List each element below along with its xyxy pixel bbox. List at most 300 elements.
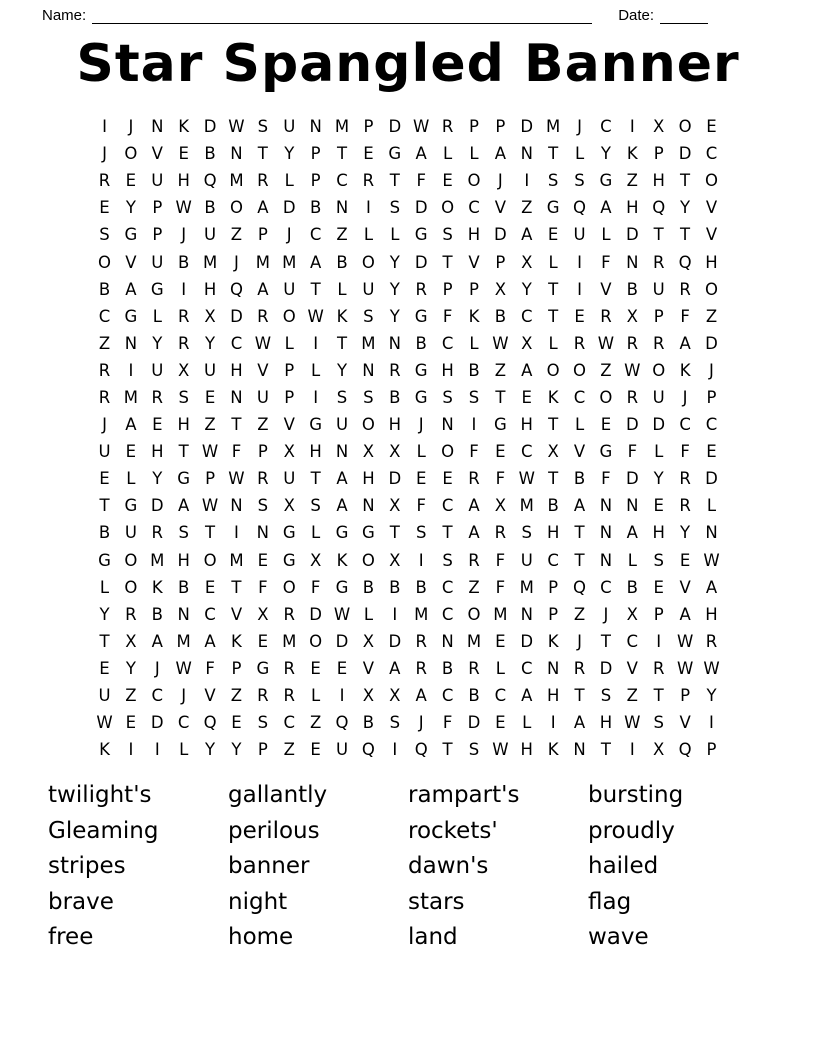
- grid-cell: Y: [125, 658, 136, 678]
- grid-cell: V: [257, 360, 269, 380]
- grid-cell: L: [311, 686, 321, 706]
- grid-cell: C: [441, 496, 454, 516]
- grid-cell: U: [204, 225, 217, 245]
- grid-cell: R: [257, 686, 269, 706]
- grid-cell: T: [495, 387, 506, 407]
- grid-cell: P: [495, 252, 506, 272]
- grid-cell: H: [652, 171, 665, 191]
- grid-cell: N: [705, 523, 718, 543]
- grid-cell: M: [229, 550, 244, 570]
- word-bank-word: perilous: [228, 817, 320, 844]
- grid-row: [91, 736, 724, 763]
- grid-cell: O: [467, 171, 481, 191]
- grid-cell: I: [629, 117, 635, 137]
- grid-cell: V: [230, 604, 243, 624]
- grid-cell: K: [626, 144, 638, 164]
- grid-cell: M: [282, 631, 297, 651]
- grid-cell: U: [283, 117, 296, 137]
- grid-cell: M: [466, 631, 482, 651]
- grid-cell: A: [151, 631, 163, 651]
- grid-cell: U: [151, 171, 164, 191]
- word-bank-column: [408, 778, 588, 956]
- grid-cell: M: [202, 252, 218, 272]
- grid-cell: G: [256, 658, 270, 678]
- grid-cell: W: [518, 469, 535, 489]
- grid-cell: B: [415, 333, 427, 353]
- grid-cell: O: [546, 360, 560, 380]
- grid-cell: C: [494, 686, 507, 706]
- grid-cell: R: [468, 469, 480, 489]
- grid-cell: O: [361, 415, 375, 435]
- grid-cell: U: [283, 279, 296, 299]
- grid-cell: Y: [205, 333, 216, 353]
- grid-cell: W: [201, 442, 219, 462]
- grid-cell: F: [469, 442, 479, 462]
- grid-cell: X: [521, 333, 533, 353]
- grid-cell: L: [284, 333, 294, 353]
- grid-cell: P: [310, 171, 321, 191]
- word-bank-column: [228, 778, 408, 956]
- grid-cell: T: [205, 523, 216, 543]
- grid-cell: C: [441, 604, 454, 624]
- grid-row: [91, 303, 724, 330]
- grid-cell: O: [441, 442, 455, 462]
- grid-cell: R: [652, 658, 665, 678]
- grid-cell: O: [203, 550, 217, 570]
- grid-cell: E: [125, 713, 137, 733]
- grid-cell: D: [520, 631, 534, 651]
- grid-cell: V: [494, 198, 507, 218]
- grid-cell: B: [204, 198, 216, 218]
- grid-cell: A: [178, 496, 190, 516]
- grid-cell: E: [99, 658, 110, 678]
- grid-cell: O: [124, 577, 138, 597]
- grid-cell: R: [468, 658, 480, 678]
- grid-cell: V: [125, 252, 137, 272]
- grid-cell: P: [152, 225, 163, 245]
- grid-cell: A: [573, 496, 586, 516]
- grid-cell: G: [414, 387, 428, 407]
- grid-cell: G: [309, 415, 323, 435]
- grid-cell: L: [363, 225, 374, 245]
- grid-cell: A: [125, 279, 137, 299]
- grid-cell: H: [388, 415, 402, 435]
- grid-row: [91, 709, 724, 736]
- grid-cell: T: [442, 740, 453, 760]
- grid-row: [91, 384, 724, 411]
- grid-cell: J: [418, 415, 424, 435]
- word-bank-word: wave: [588, 924, 649, 950]
- grid-cell: H: [599, 713, 613, 733]
- grid-cell: L: [442, 144, 453, 164]
- grid-cell: E: [125, 171, 137, 191]
- grid-cell: T: [680, 225, 691, 245]
- grid-cell: W: [703, 658, 720, 678]
- grid-cell: C: [336, 171, 348, 191]
- grid-cell: G: [414, 360, 428, 380]
- grid-cell: T: [231, 415, 242, 435]
- grid-cell: P: [284, 360, 295, 380]
- grid-cell: C: [626, 631, 639, 651]
- grid-cell: A: [204, 631, 216, 651]
- grid-cell: A: [521, 225, 533, 245]
- grid-cell: E: [653, 577, 664, 597]
- grid-cell: A: [125, 415, 137, 435]
- grid-cell: O: [678, 117, 692, 137]
- grid-cell: Y: [389, 252, 400, 272]
- grid-cell: N: [441, 415, 454, 435]
- grid-cell: R: [415, 279, 427, 299]
- grid-cell: P: [205, 469, 216, 489]
- grid-cell: F: [495, 577, 506, 597]
- grid-cell: U: [98, 686, 111, 706]
- grid-cell: X: [653, 740, 665, 760]
- grid-cell: U: [124, 523, 137, 543]
- date-label: Date:: [618, 7, 655, 24]
- grid-cell: D: [705, 469, 718, 489]
- grid-cell: Y: [125, 198, 136, 218]
- grid-cell: H: [546, 686, 560, 706]
- grid-cell: R: [679, 279, 691, 299]
- grid-row: [91, 140, 724, 167]
- grid-cell: I: [128, 360, 134, 380]
- grid-cell: G: [414, 306, 428, 326]
- grid-cell: A: [600, 198, 612, 218]
- grid-cell: I: [154, 740, 160, 760]
- grid-cell: T: [574, 523, 585, 543]
- grid-cell: L: [469, 333, 479, 353]
- grid-cell: A: [468, 523, 480, 543]
- grid-cell: B: [573, 469, 586, 489]
- grid-cell: D: [388, 631, 402, 651]
- word-bank-word: home: [228, 924, 294, 950]
- grid-cell: W: [703, 550, 720, 570]
- grid-cell: N: [520, 604, 533, 624]
- grid-cell: L: [548, 252, 558, 272]
- grid-cell: G: [599, 442, 613, 462]
- grid-cell: X: [389, 550, 401, 570]
- grid-cell: F: [442, 713, 453, 733]
- grid-cell: J: [181, 225, 187, 245]
- grid-cell: X: [626, 604, 638, 624]
- grid-row: [91, 194, 724, 221]
- grid-cell: S: [442, 225, 453, 245]
- grid-cell: N: [124, 333, 138, 353]
- word-bank-word: land: [408, 924, 458, 950]
- grid-cell: S: [442, 387, 453, 407]
- grid-cell: X: [626, 306, 638, 326]
- grid-cell: Z: [468, 577, 480, 597]
- grid-cell: Y: [99, 604, 110, 624]
- grid-cell: Y: [653, 469, 664, 489]
- grid-row: [91, 113, 724, 140]
- grid-cell: D: [494, 225, 507, 245]
- grid-cell: O: [704, 171, 718, 191]
- grid-cell: W: [333, 604, 351, 624]
- grid-cell: S: [310, 496, 321, 516]
- grid-cell: B: [309, 198, 322, 218]
- grid-cell: I: [365, 198, 371, 218]
- grid-cell: W: [597, 333, 615, 353]
- grid-cell: W: [492, 333, 509, 353]
- grid-cell: T: [231, 577, 242, 597]
- grid-cell: D: [520, 117, 534, 137]
- grid-cell: F: [442, 306, 453, 326]
- grid-cell: C: [520, 658, 533, 678]
- grid-cell: Q: [678, 252, 692, 272]
- grid-cell: R: [283, 658, 295, 678]
- grid-cell: L: [284, 171, 294, 191]
- grid-cell: S: [257, 496, 269, 516]
- grid-cell: Z: [125, 686, 137, 706]
- grid-cell: W: [175, 658, 192, 678]
- grid-cell: E: [495, 442, 506, 462]
- grid-cell: X: [521, 252, 533, 272]
- grid-cell: V: [468, 252, 480, 272]
- grid-cell: E: [310, 658, 321, 678]
- grid-cell: D: [388, 117, 402, 137]
- grid-cell: S: [574, 171, 585, 191]
- grid-cell: G: [388, 144, 402, 164]
- grid-cell: X: [362, 686, 375, 706]
- grid-cell: W: [492, 740, 509, 760]
- grid-cell: Z: [494, 360, 507, 380]
- grid-cell: J: [418, 713, 424, 733]
- word-bank-word: Gleaming: [48, 817, 159, 844]
- grid-cell: I: [577, 252, 582, 272]
- grid-cell: P: [653, 306, 664, 326]
- grid-cell: R: [573, 333, 586, 353]
- grid-cell: I: [339, 686, 345, 706]
- grid-cell: C: [204, 604, 216, 624]
- grid-cell: S: [178, 387, 189, 407]
- grid-cell: H: [151, 442, 164, 462]
- grid-cell: P: [706, 387, 717, 407]
- grid-row: [91, 492, 724, 519]
- grid-cell: X: [309, 550, 322, 570]
- grid-cell: K: [336, 550, 348, 570]
- grid-cell: L: [311, 523, 321, 543]
- grid-cell: I: [550, 713, 556, 733]
- grid-cell: Y: [706, 686, 717, 706]
- grid-cell: R: [389, 360, 401, 380]
- grid-row: [91, 547, 724, 574]
- grid-cell: Z: [283, 740, 295, 760]
- grid-cell: T: [574, 550, 585, 570]
- grid-cell: V: [679, 713, 691, 733]
- grid-cell: Y: [389, 279, 400, 299]
- grid-cell: N: [599, 496, 613, 516]
- grid-cell: Y: [284, 144, 295, 164]
- grid-cell: P: [680, 686, 691, 706]
- grid-cell: U: [335, 740, 349, 760]
- grid-cell: H: [705, 252, 718, 272]
- grid-cell: J: [128, 117, 134, 137]
- word-bank-column: [588, 778, 768, 956]
- grid-cell: E: [257, 550, 269, 570]
- grid-cell: C: [441, 577, 454, 597]
- grid-cell: O: [599, 387, 613, 407]
- grid-cell: I: [102, 117, 107, 137]
- grid-cell: P: [469, 279, 479, 299]
- grid-cell: Y: [152, 469, 163, 489]
- grid-cell: T: [680, 171, 691, 191]
- grid-cell: C: [177, 713, 190, 733]
- grid-cell: A: [336, 496, 348, 516]
- grid-cell: I: [313, 333, 319, 353]
- grid-cell: D: [705, 333, 718, 353]
- grid-cell: C: [441, 686, 454, 706]
- grid-cell: G: [546, 198, 560, 218]
- grid-cell: P: [231, 658, 242, 678]
- grid-cell: S: [468, 387, 480, 407]
- grid-cell: R: [125, 604, 137, 624]
- grid-cell: L: [416, 442, 426, 462]
- grid-cell: W: [624, 360, 641, 380]
- grid-cell: N: [441, 631, 454, 651]
- grid-cell: B: [204, 144, 216, 164]
- grid-cell: E: [415, 469, 427, 489]
- grid-cell: T: [548, 144, 559, 164]
- grid-cell: L: [601, 225, 611, 245]
- grid-cell: T: [548, 306, 559, 326]
- grid-cell: E: [495, 631, 506, 651]
- grid-cell: A: [521, 686, 533, 706]
- grid-cell: R: [468, 550, 480, 570]
- grid-cell: B: [178, 577, 190, 597]
- grid-cell: B: [389, 387, 401, 407]
- grid-cell: Z: [626, 171, 638, 191]
- grid-cell: N: [335, 442, 349, 462]
- grid-cell: Q: [203, 171, 217, 191]
- grid-cell: R: [652, 252, 665, 272]
- grid-cell: C: [547, 550, 559, 570]
- grid-cell: E: [231, 713, 242, 733]
- grid-cell: E: [204, 577, 216, 597]
- grid-cell: S: [363, 306, 374, 326]
- grid-cell: I: [524, 171, 530, 191]
- grid-cell: H: [520, 740, 533, 760]
- grid-cell: R: [151, 387, 164, 407]
- grid-cell: U: [652, 279, 665, 299]
- grid-cell: V: [705, 225, 718, 245]
- grid-cell: Q: [678, 740, 692, 760]
- grid-cell: X: [389, 442, 401, 462]
- grid-cell: W: [201, 496, 219, 516]
- grid-cell: X: [653, 117, 665, 137]
- grid-cell: I: [392, 740, 398, 760]
- grid-cell: T: [548, 415, 559, 435]
- grid-cell: H: [626, 198, 639, 218]
- grid-cell: D: [467, 713, 481, 733]
- grid-cell: G: [335, 523, 349, 543]
- grid-cell: Y: [336, 360, 348, 380]
- grid-cell: J: [234, 252, 239, 272]
- grid-cell: X: [125, 631, 137, 651]
- grid-cell: A: [626, 523, 638, 543]
- grid-cell: W: [307, 306, 324, 326]
- date-blank-line: [660, 6, 708, 24]
- word-bank-word: rockets': [408, 817, 498, 844]
- grid-cell: N: [573, 740, 586, 760]
- grid-cell: L: [99, 577, 110, 597]
- grid-cell: R: [679, 469, 691, 489]
- grid-cell: J: [181, 686, 187, 706]
- grid-cell: T: [310, 279, 321, 299]
- grid-cell: J: [497, 171, 503, 191]
- grid-cell: G: [150, 279, 164, 299]
- grid-cell: T: [548, 279, 559, 299]
- grid-cell: D: [230, 306, 243, 326]
- grid-cell: D: [150, 496, 164, 516]
- grid-cell: M: [519, 496, 534, 516]
- grid-cell: R: [626, 333, 639, 353]
- grid-cell: Q: [573, 198, 587, 218]
- grid-cell: B: [626, 279, 638, 299]
- grid-cell: I: [128, 740, 134, 760]
- grid-cell: M: [334, 117, 350, 137]
- grid-cell: E: [257, 631, 269, 651]
- grid-cell: P: [653, 604, 664, 624]
- word-bank-word: free: [48, 924, 94, 950]
- grid-cell: X: [389, 686, 401, 706]
- grid-cell: J: [577, 117, 582, 137]
- grid-cell: D: [625, 415, 639, 435]
- grid-cell: K: [547, 740, 559, 760]
- grid-cell: K: [231, 631, 242, 651]
- grid-cell: A: [521, 360, 533, 380]
- grid-cell: R: [257, 171, 269, 191]
- grid-cell: C: [705, 415, 718, 435]
- grid-cell: E: [679, 550, 691, 570]
- grid-cell: P: [257, 740, 268, 760]
- grid-row: [91, 574, 724, 601]
- grid-cell: F: [601, 469, 611, 489]
- grid-cell: T: [574, 686, 585, 706]
- grid-cell: N: [177, 604, 190, 624]
- grid-row: [91, 465, 724, 492]
- grid-cell: J: [102, 415, 107, 435]
- grid-row: [91, 438, 724, 465]
- grid-cell: H: [230, 360, 243, 380]
- grid-cell: F: [416, 496, 426, 516]
- grid-cell: D: [414, 198, 428, 218]
- grid-cell: U: [520, 550, 533, 570]
- grid-cell: U: [98, 442, 111, 462]
- word-bank-word: brave: [48, 888, 114, 915]
- grid-cell: B: [547, 496, 559, 516]
- grid-cell: G: [124, 496, 138, 516]
- grid-cell: B: [441, 658, 454, 678]
- grid-cell: D: [625, 225, 639, 245]
- grid-cell: C: [230, 333, 243, 353]
- grid-cell: F: [416, 171, 426, 191]
- grid-cell: C: [468, 198, 480, 218]
- grid-cell: J: [682, 387, 688, 407]
- word-bank-word: rampart's: [408, 782, 520, 808]
- grid-cell: C: [98, 306, 111, 326]
- grid-cell: Z: [626, 686, 638, 706]
- grid-cell: H: [520, 415, 533, 435]
- grid-cell: N: [520, 144, 533, 164]
- grid-cell: F: [680, 442, 690, 462]
- grid-cell: E: [442, 171, 453, 191]
- grid-cell: Q: [335, 713, 349, 733]
- grid-cell: F: [258, 577, 268, 597]
- grid-cell: K: [547, 631, 559, 651]
- grid-cell: M: [414, 604, 429, 624]
- grid-cell: E: [99, 469, 110, 489]
